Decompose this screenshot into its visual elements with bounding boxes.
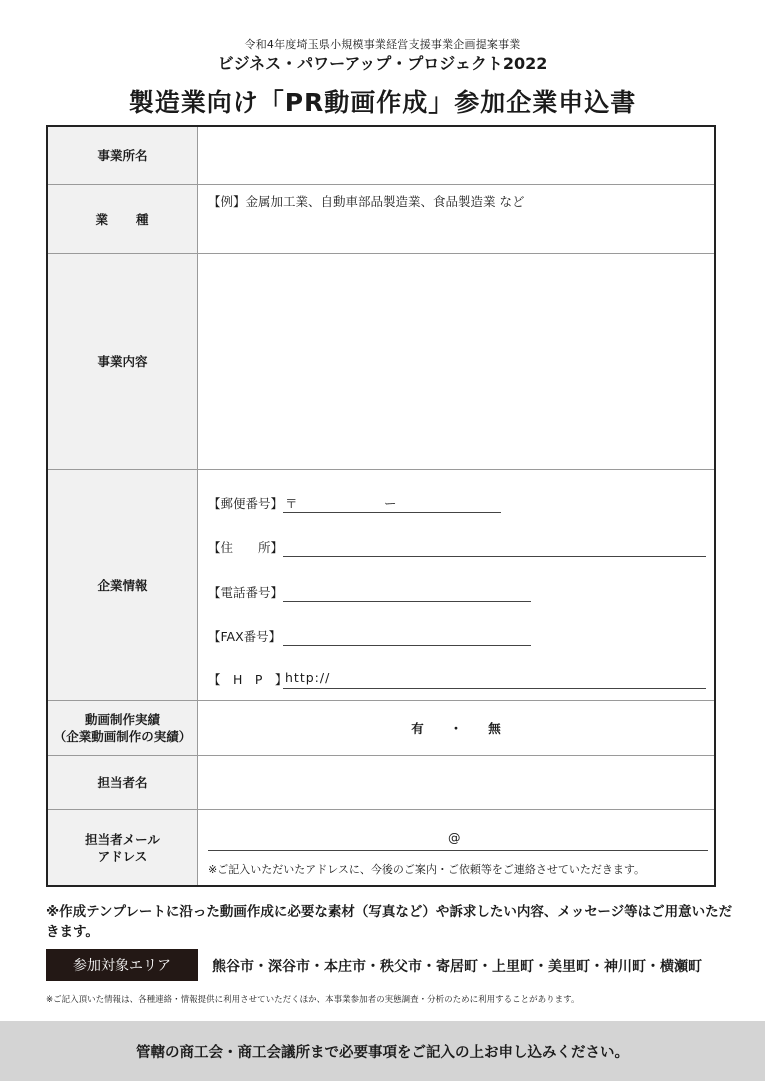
business-label: 事業内容	[48, 254, 198, 469]
company-info-row	[48, 469, 714, 700]
address-label: 【住 所】	[208, 540, 284, 555]
fax-underline	[283, 645, 531, 646]
hp-label: 【 H P 】	[208, 672, 288, 687]
postal-dash: ー	[384, 496, 397, 511]
email-note: ※ご記入いただいたアドレスに、今後のご案内・ご依頼等をご連絡させていただきます。	[208, 863, 646, 876]
video-record-label-line1: 動画制作実績	[84, 712, 160, 727]
industry-field[interactable]	[198, 185, 714, 253]
address-underline	[283, 556, 706, 557]
contact-person-field[interactable]	[198, 756, 714, 809]
phone-underline	[283, 601, 531, 602]
address-field[interactable]	[208, 538, 283, 556]
application-form	[46, 125, 716, 887]
program-subtitle: 令和4年度埼玉県小規模事業経営支援事業企画提案事業	[244, 38, 521, 51]
contact-person-label: 担当者名	[48, 756, 198, 809]
postal-label: 【郵便番号】	[208, 496, 284, 511]
email-underline	[208, 850, 708, 851]
video-record-options	[198, 701, 714, 755]
video-record-label-line2: （企業動画制作の実績）	[53, 729, 192, 744]
page-title: 製造業向け「PR動画作成」参加企業申込書	[128, 88, 637, 117]
footer-banner: 管轄の商工会・商工会議所まで必要事項をご記入の上お申し込みください。	[0, 1021, 765, 1081]
email-row	[48, 809, 714, 885]
option-separator: ・	[449, 721, 463, 736]
area-list: 熊谷市・深谷市・本庄市・秩父市・寄居町・上里町・美里町・神川町・横瀬町	[212, 959, 702, 975]
company-info-fields	[198, 470, 714, 700]
contact-person-row	[48, 755, 714, 809]
industry-row	[48, 184, 714, 253]
email-at: @	[448, 830, 461, 845]
email-field[interactable]	[198, 810, 714, 885]
video-record-row	[48, 700, 714, 755]
email-label-line2: アドレス	[97, 848, 148, 864]
fax-label: 【FAX番号】	[208, 629, 282, 644]
business-field[interactable]	[198, 254, 714, 469]
phone-label: 【電話番号】	[208, 585, 284, 600]
postal-prefix: 〒	[285, 496, 298, 511]
office-name-field[interactable]	[198, 127, 714, 184]
phone-field[interactable]	[208, 583, 283, 601]
hp-prefix: http://	[285, 670, 331, 685]
materials-note: ※作成テンプレートに沿った動画作成に必要な素材（写真など）や訴求したい内容、メッセージ等はご用意いただきます。	[46, 904, 733, 940]
fax-field[interactable]	[208, 627, 281, 645]
office-name-label: 事業所名	[48, 127, 198, 184]
project-name: ビジネス・パワーアップ・プロジェクト2022	[217, 54, 548, 73]
company-info-label: 企業情報	[48, 470, 198, 700]
postal-field[interactable]	[208, 494, 397, 512]
area-badge: 参加対象エリア	[46, 949, 198, 981]
option-no[interactable]: 無	[488, 721, 501, 736]
email-label	[48, 810, 198, 885]
postal-underline	[283, 512, 501, 513]
email-label-line1: 担当者メール	[85, 831, 160, 847]
office-name-row	[48, 127, 714, 184]
option-yes[interactable]: 有	[411, 721, 424, 736]
hp-underline	[283, 688, 706, 689]
business-row	[48, 253, 714, 469]
industry-label: 業 種	[48, 185, 198, 253]
industry-example: 【例】金属加工業、自動車部品製造業、食品製造業 など	[208, 194, 525, 209]
video-record-label	[48, 701, 198, 755]
privacy-note: ※ご記入頂いた情報は、各種連絡・情報提供に利用させていただくほか、本事業参加者の実態調査・分析のために利用することがあります。	[46, 995, 580, 1005]
hp-field[interactable]	[208, 670, 331, 688]
